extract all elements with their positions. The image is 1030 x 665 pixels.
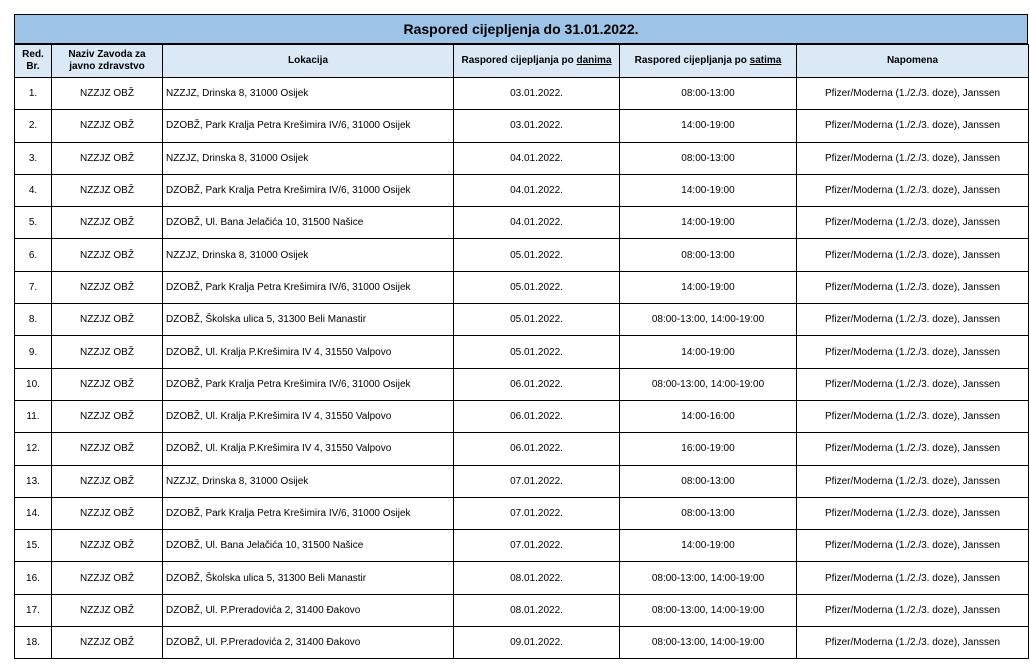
note-cell: Pfizer/Moderna (1./2./3. doze), Janssen <box>797 465 1029 497</box>
table-row <box>15 78 1029 110</box>
note-cell: Pfizer/Moderna (1./2./3. doze), Janssen <box>797 627 1029 659</box>
po-satima-underlined: satima <box>749 55 782 66</box>
note-cell: Pfizer/Moderna (1./2./3. doze), Janssen <box>797 336 1029 368</box>
note-cell: Pfizer/Moderna (1./2./3. doze), Janssen <box>797 368 1029 400</box>
zavod-cell: NZZJZ OBŽ <box>52 562 163 594</box>
date-cell: 04.01.2022. <box>454 174 620 206</box>
hours-cell: 08:00-13:00, 14:00-19:00 <box>620 627 797 659</box>
location-cell: DZOBŽ, Park Kralja Petra Krešimira IV/6, 31000 Osijek <box>163 368 454 400</box>
table-row <box>15 530 1029 562</box>
hours-cell: 14:00-19:00 <box>620 530 797 562</box>
hours-cell: 14:00-19:00 <box>620 207 797 239</box>
zavod-cell: NZZJZ OBŽ <box>52 142 163 174</box>
location-cell: DZOBŽ, Park Kralja Petra Krešimira IV/6, 31000 Osijek <box>163 174 454 206</box>
date-cell: 05.01.2022. <box>454 304 620 336</box>
row-number-cell: 7. <box>15 271 52 303</box>
note-cell: Pfizer/Moderna (1./2./3. doze), Janssen <box>797 562 1029 594</box>
hours-cell: 08:00-13:00 <box>620 497 797 529</box>
hours-cell: 08:00-13:00 <box>620 239 797 271</box>
table-body <box>15 78 1029 659</box>
table-row <box>15 110 1029 142</box>
row-number-cell: 16. <box>15 562 52 594</box>
date-cell: 07.01.2022. <box>454 530 620 562</box>
row-number-cell: 3. <box>15 142 52 174</box>
hours-cell: 08:00-13:00 <box>620 142 797 174</box>
note-cell: Pfizer/Moderna (1./2./3. doze), Janssen <box>797 239 1029 271</box>
table-row <box>15 627 1029 659</box>
row-number-cell: 10. <box>15 368 52 400</box>
col-header-red-br: Red. Br. <box>15 45 52 78</box>
date-cell: 09.01.2022. <box>454 627 620 659</box>
date-cell: 08.01.2022. <box>454 594 620 626</box>
date-cell: 04.01.2022. <box>454 207 620 239</box>
date-cell: 07.01.2022. <box>454 497 620 529</box>
table-row <box>15 239 1029 271</box>
zavod-cell: NZZJZ OBŽ <box>52 110 163 142</box>
zavod-cell: NZZJZ OBŽ <box>52 400 163 432</box>
location-cell: DZOBŽ, Park Kralja Petra Krešimira IV/6, 31000 Osijek <box>163 271 454 303</box>
zavod-cell: NZZJZ OBŽ <box>52 78 163 110</box>
hours-cell: 14:00-19:00 <box>620 271 797 303</box>
table-row <box>15 433 1029 465</box>
zavod-cell: NZZJZ OBŽ <box>52 368 163 400</box>
location-cell: DZOBŽ, Ul. Kralja P.Krešimira IV 4, 31550 Valpovo <box>163 400 454 432</box>
table-row <box>15 174 1029 206</box>
zavod-cell: NZZJZ OBŽ <box>52 207 163 239</box>
hours-cell: 14:00-16:00 <box>620 400 797 432</box>
hours-cell: 08:00-13:00 <box>620 78 797 110</box>
hours-cell: 14:00-19:00 <box>620 174 797 206</box>
date-cell: 06.01.2022. <box>454 400 620 432</box>
table-row <box>15 207 1029 239</box>
table-row <box>15 497 1029 529</box>
row-number-cell: 6. <box>15 239 52 271</box>
header-row <box>15 45 1029 78</box>
row-number-cell: 17. <box>15 594 52 626</box>
hours-cell: 08:00-13:00, 14:00-19:00 <box>620 562 797 594</box>
date-cell: 05.01.2022. <box>454 336 620 368</box>
table-row <box>15 271 1029 303</box>
row-number-cell: 8. <box>15 304 52 336</box>
date-cell: 03.01.2022. <box>454 110 620 142</box>
zavod-cell: NZZJZ OBŽ <box>52 239 163 271</box>
location-cell: DZOBŽ, Park Kralja Petra Krešimira IV/6, 31000 Osijek <box>163 497 454 529</box>
location-cell: DZOBŽ, Ul. P.Preradovića 2, 31400 Đakovo <box>163 627 454 659</box>
hours-cell: 08:00-13:00, 14:00-19:00 <box>620 594 797 626</box>
note-cell: Pfizer/Moderna (1./2./3. doze), Janssen <box>797 497 1029 529</box>
date-cell: 04.01.2022. <box>454 142 620 174</box>
col-header-po-danima <box>454 45 620 78</box>
note-cell: Pfizer/Moderna (1./2./3. doze), Janssen <box>797 400 1029 432</box>
zavod-cell: NZZJZ OBŽ <box>52 627 163 659</box>
date-cell: 05.01.2022. <box>454 239 620 271</box>
col-header-po-satima <box>620 45 797 78</box>
hours-cell: 08:00-13:00 <box>620 465 797 497</box>
date-cell: 05.01.2022. <box>454 271 620 303</box>
note-cell: Pfizer/Moderna (1./2./3. doze), Janssen <box>797 594 1029 626</box>
zavod-cell: NZZJZ OBŽ <box>52 530 163 562</box>
note-cell: Pfizer/Moderna (1./2./3. doze), Janssen <box>797 433 1029 465</box>
col-header-napomena: Napomena <box>797 45 1029 78</box>
row-number-cell: 14. <box>15 497 52 529</box>
note-cell: Pfizer/Moderna (1./2./3. doze), Janssen <box>797 174 1029 206</box>
row-number-cell: 2. <box>15 110 52 142</box>
location-cell: NZZJZ, Drinska 8, 31000 Osijek <box>163 78 454 110</box>
po-satima-prefix: Raspored cijepljanja po <box>634 55 750 66</box>
date-cell: 07.01.2022. <box>454 465 620 497</box>
schedule-sheet <box>14 14 1028 659</box>
location-cell: DZOBŽ, Ul. Bana Jelačića 10, 31500 Našice <box>163 530 454 562</box>
hours-cell: 16:00-19:00 <box>620 433 797 465</box>
row-number-cell: 9. <box>15 336 52 368</box>
note-cell: Pfizer/Moderna (1./2./3. doze), Janssen <box>797 304 1029 336</box>
table-row <box>15 400 1029 432</box>
col-header-naziv: Naziv Zavoda za javno zdravstvo <box>52 45 163 78</box>
date-cell: 06.01.2022. <box>454 433 620 465</box>
po-danima-prefix: Raspored cijepljanja po <box>461 55 577 66</box>
location-cell: NZZJZ, Drinska 8, 31000 Osijek <box>163 239 454 271</box>
po-danima-underlined: danima <box>576 55 612 66</box>
hours-cell: 08:00-13:00, 14:00-19:00 <box>620 368 797 400</box>
date-cell: 06.01.2022. <box>454 368 620 400</box>
date-cell: 03.01.2022. <box>454 78 620 110</box>
row-number-cell: 18. <box>15 627 52 659</box>
hours-cell: 08:00-13:00, 14:00-19:00 <box>620 304 797 336</box>
location-cell: DZOBŽ, Ul. Kralja P.Krešimira IV 4, 31550 Valpovo <box>163 433 454 465</box>
zavod-cell: NZZJZ OBŽ <box>52 594 163 626</box>
hours-cell: 14:00-19:00 <box>620 110 797 142</box>
table-row <box>15 594 1029 626</box>
note-cell: Pfizer/Moderna (1./2./3. doze), Janssen <box>797 530 1029 562</box>
table-row <box>15 304 1029 336</box>
zavod-cell: NZZJZ OBŽ <box>52 497 163 529</box>
note-cell: Pfizer/Moderna (1./2./3. doze), Janssen <box>797 142 1029 174</box>
zavod-cell: NZZJZ OBŽ <box>52 174 163 206</box>
row-number-cell: 4. <box>15 174 52 206</box>
note-cell: Pfizer/Moderna (1./2./3. doze), Janssen <box>797 78 1029 110</box>
hours-cell: 14:00-19:00 <box>620 336 797 368</box>
date-cell: 08.01.2022. <box>454 562 620 594</box>
table-row <box>15 368 1029 400</box>
note-cell: Pfizer/Moderna (1./2./3. doze), Janssen <box>797 271 1029 303</box>
row-number-cell: 5. <box>15 207 52 239</box>
row-number-cell: 1. <box>15 78 52 110</box>
location-cell: NZZJZ, Drinska 8, 31000 Osijek <box>163 465 454 497</box>
zavod-cell: NZZJZ OBŽ <box>52 465 163 497</box>
zavod-cell: NZZJZ OBŽ <box>52 433 163 465</box>
zavod-cell: NZZJZ OBŽ <box>52 304 163 336</box>
row-number-cell: 15. <box>15 530 52 562</box>
table-row <box>15 142 1029 174</box>
location-cell: DZOBŽ, Ul. P.Preradovića 2, 31400 Đakovo <box>163 594 454 626</box>
location-cell: DZOBŽ, Školska ulica 5, 31300 Beli Manastir <box>163 562 454 594</box>
row-number-cell: 12. <box>15 433 52 465</box>
table-title: Raspored cijepljenja do 31.01.2022. <box>14 14 1028 44</box>
table-row <box>15 336 1029 368</box>
zavod-cell: NZZJZ OBŽ <box>52 271 163 303</box>
location-cell: NZZJZ, Drinska 8, 31000 Osijek <box>163 142 454 174</box>
schedule-table <box>14 44 1029 659</box>
row-number-cell: 11. <box>15 400 52 432</box>
location-cell: DZOBŽ, Ul. Kralja P.Krešimira IV 4, 31550 Valpovo <box>163 336 454 368</box>
col-header-lokacija: Lokacija <box>163 45 454 78</box>
location-cell: DZOBŽ, Školska ulica 5, 31300 Beli Manastir <box>163 304 454 336</box>
location-cell: DZOBŽ, Park Kralja Petra Krešimira IV/6, 31000 Osijek <box>163 110 454 142</box>
table-row <box>15 562 1029 594</box>
note-cell: Pfizer/Moderna (1./2./3. doze), Janssen <box>797 207 1029 239</box>
zavod-cell: NZZJZ OBŽ <box>52 336 163 368</box>
location-cell: DZOBŽ, Ul. Bana Jelačića 10, 31500 Našice <box>163 207 454 239</box>
row-number-cell: 13. <box>15 465 52 497</box>
table-row <box>15 465 1029 497</box>
note-cell: Pfizer/Moderna (1./2./3. doze), Janssen <box>797 110 1029 142</box>
